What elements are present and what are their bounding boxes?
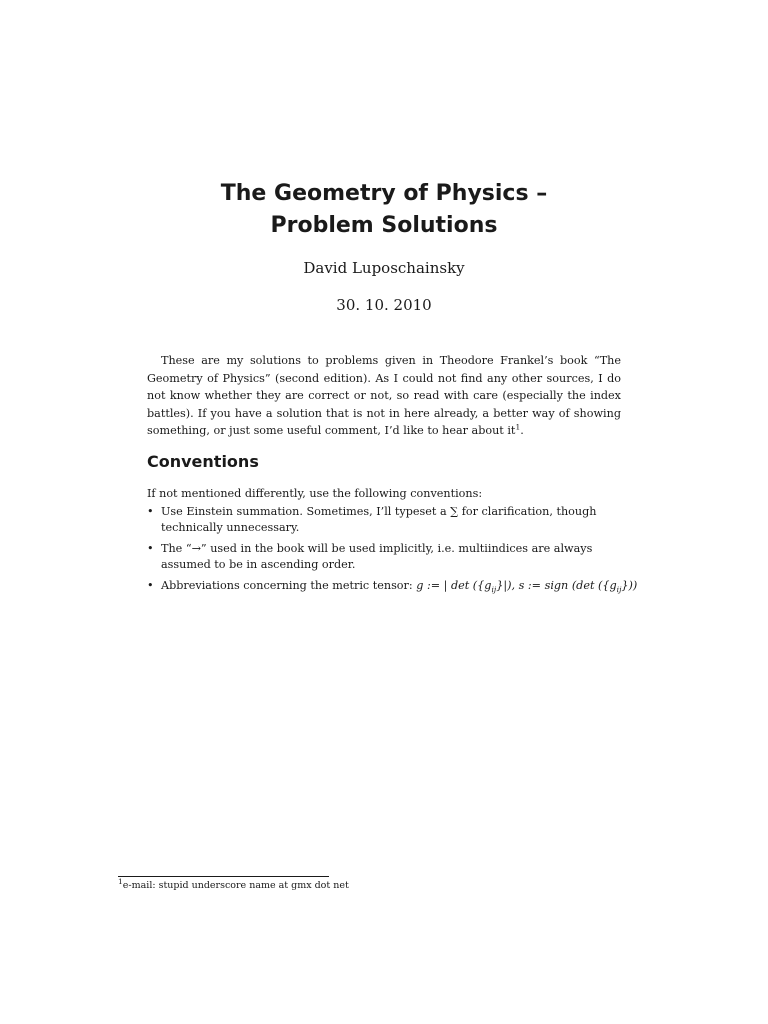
bullet-icon: • bbox=[147, 542, 154, 555]
title-line-1: The Geometry of Physics – bbox=[220, 181, 548, 206]
paper-title bbox=[0, 178, 768, 242]
list-item: • The “→” used in the book will be used implicitly, i.e. multiindices are always assumed to be in ascending order. bbox=[147, 542, 593, 571]
list-item: • Use Einstein summation. Sometimes, I’ll typeset a ∑ for clarification, though technically unnecessary. bbox=[147, 505, 597, 534]
author: David Luposchainsky bbox=[303, 259, 465, 277]
list-item: • Abbreviations concerning the metric tensor: g := | $\det (\{g_{ij}\}|)$, s := sign (det $(\{g_{ij}\})$) bbox=[147, 579, 638, 595]
title-line-2: Problem Solutions bbox=[270, 213, 498, 238]
conventions-intro: If not mentioned differently, use the following conventions: bbox=[147, 487, 483, 500]
abstract-end: . bbox=[520, 424, 524, 437]
bullet-icon: • bbox=[147, 505, 154, 518]
conventions-list bbox=[147, 504, 647, 599]
abstract-text: These are my solutions to problems given in Theodore Frankel’s book “The Geometry of Physics” (second edition). As I could not find any other sources, I do not know whether they are correct or not, so read with care (especially the index battles). If you have a solution that is not in here already, a better way of showing something, or just some useful comment, I’d like to hear about it bbox=[147, 354, 621, 437]
footnote-mark: 1 bbox=[118, 876, 123, 886]
section-heading-conventions: Conventions bbox=[147, 452, 259, 471]
bullet-icon: • bbox=[147, 579, 154, 592]
footnote-divider bbox=[118, 876, 329, 877]
metric-g-definition: g := | $\det (\{g_{ij}\}|)$, bbox=[416, 579, 516, 595]
metric-s-definition: s := sign (det $(\{g_{ij}\})$) bbox=[518, 579, 638, 595]
footnote-reference: 1 bbox=[515, 422, 521, 432]
abstract bbox=[147, 352, 621, 440]
date: 30. 10. 2010 bbox=[336, 296, 432, 314]
summation-symbol: ∑ bbox=[450, 505, 459, 518]
footnote bbox=[118, 876, 349, 892]
footnote-text: e-mail: stupid underscore name at gmx dot net bbox=[122, 880, 349, 891]
